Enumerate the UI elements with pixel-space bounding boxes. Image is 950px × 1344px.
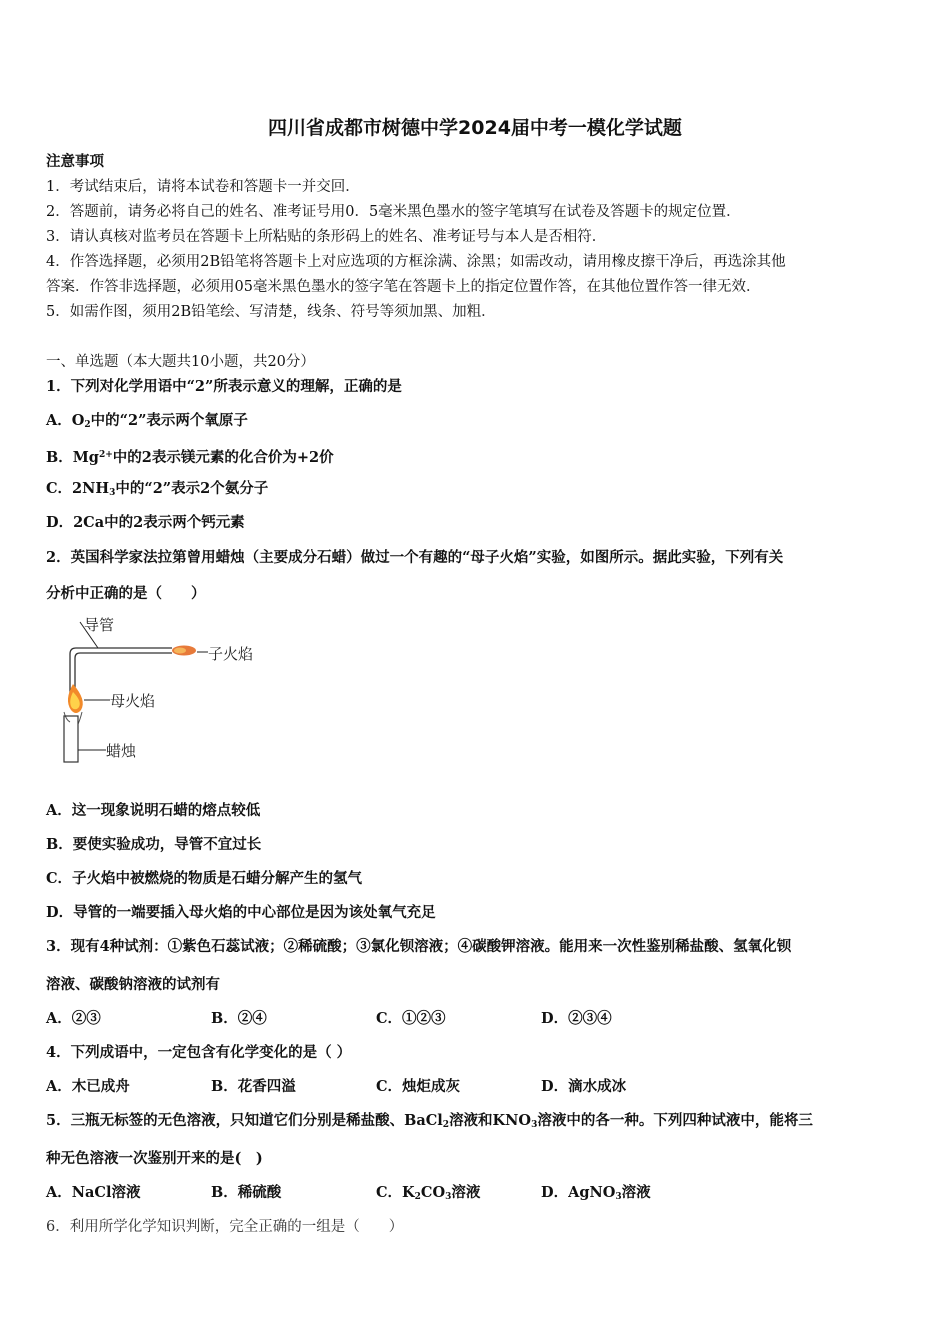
- q1-option-a: A．$O_2$中的“2”表示两个氧原子: [46, 412, 248, 430]
- candle-experiment-figure: [40, 612, 300, 772]
- q3-option-c: C．①②③: [376, 1010, 446, 1027]
- notice-item-5: 5．如需作图，须用2B铅笔绘、写清楚，线条、符号等须加黑、加粗．: [46, 304, 496, 320]
- q1-option-c: C．$2NH_3$中的“2”表示2个氨分子: [46, 480, 269, 498]
- q5-option-c: C．$K_2CO_3$溶液: [376, 1184, 481, 1202]
- child-flame-label: 子火焰: [208, 645, 254, 663]
- q1-option-b: B．$Mg^{2+}$中的2表示镁元素的化合价为+2价: [46, 449, 334, 466]
- q3-stem-line1: 3．现有4种试剂：①紫色石蕊试液；②稀硫酸；③氯化钡溶液；④碳酸钾溶液。能用来一次性鉴别稀盐酸、氢氧化钡: [46, 938, 792, 955]
- notice-item-3: 3．请认真核对监考员在答题卡上所粘贴的条形码上的姓名、准考证号与本人是否相符．: [46, 229, 607, 245]
- notice-heading: 注意事项: [46, 153, 104, 170]
- q5-option-d: D．AgNO$_3$溶液: [541, 1184, 651, 1202]
- q2-option-b: B．要使实验成功，导管不宜过长: [46, 836, 262, 853]
- q5-option-b: B．稀硫酸: [211, 1184, 282, 1201]
- candle-body: [64, 716, 78, 762]
- q2-option-c: C．子火焰中被燃烧的物质是石蜡分解产生的氢气: [46, 870, 363, 887]
- tube-label: 导管: [84, 616, 115, 634]
- q5-stem-line2: 种无色溶液一次鉴别开来的是( ): [46, 1150, 263, 1167]
- q2-stem-line1: 2．英国科学家法拉第曾用蜡烛（主要成分石蜡）做过一个有趣的“母子火焰”实验，如图所示。据此实验，下列有关: [46, 549, 784, 566]
- notice-item-1: 1．考试结束后，请将本试卷和答题卡一并交回．: [46, 179, 360, 195]
- q1-stem: 1．下列对化学用语中“2”所表示意义的理解，正确的是: [46, 378, 402, 395]
- notice-item-4-cont: 答案．作答非选择题，必须用05毫米黑色墨水的签字笔在答题卡上的指定位置作答，在其他位置作答一律无效．: [46, 279, 761, 295]
- mother-flame-label: 母火焰: [110, 692, 156, 710]
- q4-stem: 4．下列成语中，一定包含有化学变化的是（ ）: [46, 1044, 352, 1061]
- q6-stem: 6．利用所学化学知识判断，完全正确的一组是（ ）: [46, 1219, 404, 1235]
- q4-option-a: A．木已成舟: [46, 1078, 130, 1095]
- q2-option-a: A．这一现象说明石蜡的熔点较低: [46, 802, 261, 819]
- q3-option-b: B．②④: [211, 1010, 267, 1027]
- q1-option-d: D．2Ca中的2表示两个钙元素: [46, 514, 245, 531]
- q4-option-b: B．花香四溢: [211, 1078, 296, 1095]
- q3-option-d: D．②③④: [541, 1010, 612, 1027]
- q2-stem-line2: 分析中正确的是（ ）: [46, 585, 206, 602]
- q5-option-a: A．NaCl溶液: [46, 1184, 141, 1201]
- notice-item-2: 2．答题前，请务必将自己的姓名、准考证号用0．5毫米黑色墨水的签字笔填写在试卷及答题卡的规定位置．: [46, 204, 741, 220]
- q4-option-d: D．滴水成冰: [541, 1078, 627, 1095]
- q4-option-c: C．烛炬成灰: [376, 1078, 461, 1095]
- section-heading: 一、单选题（本大题共10小题，共20分）: [46, 354, 315, 370]
- q2-option-d: D．导管的一端要插入母火焰的中心部位是因为该处氧气充足: [46, 904, 436, 921]
- q3-stem-line2: 溶液、碳酸钠溶液的试剂有: [46, 976, 220, 993]
- q5-stem-line1: 5．三瓶无标签的无色溶液，只知道它们分别是稀盐酸、BaCl$_2$溶液和$KNO_3$溶液中的各一种。下列四种试液中，能将三: [46, 1112, 813, 1130]
- candle-label: 蜡烛: [106, 742, 137, 760]
- page-title: 四川省成都市树德中学2024届中考一模化学试题: [268, 117, 682, 139]
- q3-option-a: A．②③: [46, 1010, 101, 1027]
- notice-item-4: 4．作答选择题，必须用2B铅笔将答题卡上对应选项的方框涂满、涂黑；如需改动，请用橡皮擦干净后，再选涂其他: [46, 254, 786, 270]
